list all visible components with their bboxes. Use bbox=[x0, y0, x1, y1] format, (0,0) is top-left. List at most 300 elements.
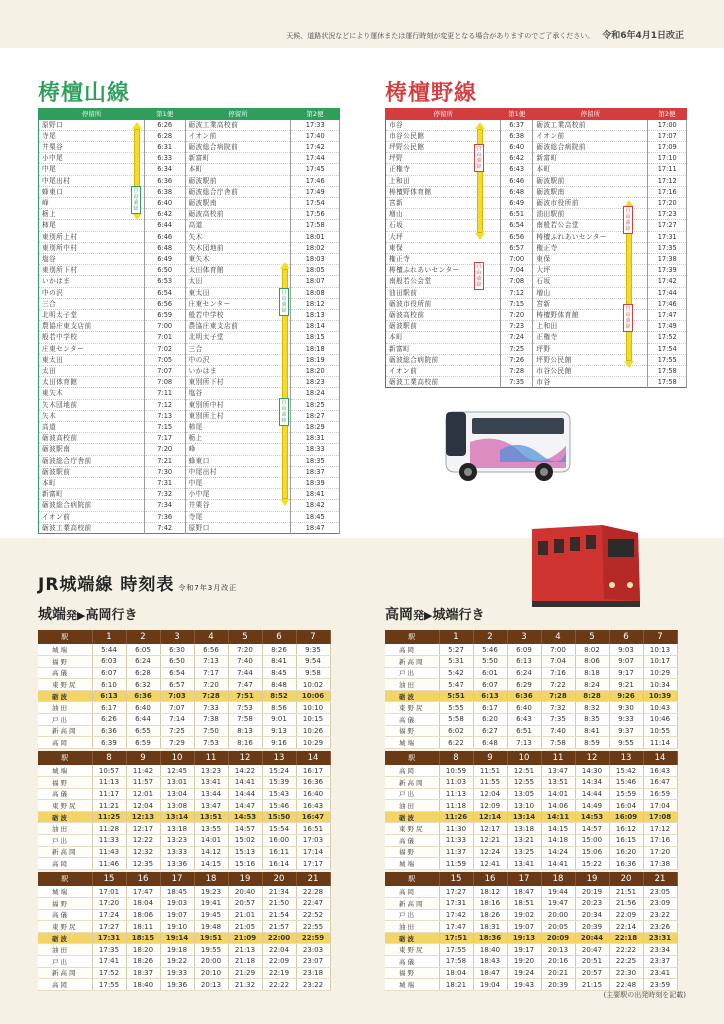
table-row bbox=[39, 265, 340, 276]
train-number: 10 bbox=[507, 751, 541, 765]
train-number: 7 bbox=[643, 630, 677, 644]
departure-time: 12:13 bbox=[126, 811, 160, 823]
departure-time: 8:41 bbox=[575, 725, 609, 737]
departure-time: 23:22 bbox=[643, 909, 677, 921]
departure-time: 13:51 bbox=[541, 777, 575, 789]
departure-time: 7:08 bbox=[501, 276, 533, 287]
train-number: 11 bbox=[541, 751, 575, 765]
departure-time: 15:46 bbox=[609, 777, 643, 789]
station-name: 福野 bbox=[38, 898, 92, 910]
station-row bbox=[38, 898, 330, 910]
departure-time: 6:22 bbox=[439, 737, 473, 749]
departure-time: 10:17 bbox=[643, 656, 677, 668]
departure-time: 7:15 bbox=[501, 298, 533, 309]
stop-name: 矢木 bbox=[39, 410, 145, 421]
train-number: 16 bbox=[126, 872, 160, 886]
stop-name: イオン前 bbox=[386, 365, 501, 376]
departure-time: 7:04 bbox=[501, 265, 533, 276]
departure-time: 17:44 bbox=[291, 153, 340, 164]
departure-time: 14:01 bbox=[541, 788, 575, 800]
departure-time: 6:39 bbox=[92, 737, 126, 749]
departure-time: 5:51 bbox=[439, 690, 473, 702]
departure-time: 6:07 bbox=[92, 667, 126, 679]
departure-time: 21:09 bbox=[228, 932, 262, 944]
departure-time: 18:27 bbox=[291, 410, 340, 421]
stop-name: 中尾出村 bbox=[39, 175, 145, 186]
departure-time: 6:03 bbox=[92, 656, 126, 668]
stop-name: 砺波駅前 bbox=[185, 175, 291, 186]
departure-time: 15:00 bbox=[575, 835, 609, 847]
table-row bbox=[39, 276, 340, 287]
station-row bbox=[38, 714, 330, 726]
stop-name: 市谷 bbox=[533, 377, 648, 388]
departure-time: 9:55 bbox=[609, 737, 643, 749]
train-number: 8 bbox=[92, 751, 126, 765]
stop-name: 本町 bbox=[533, 164, 648, 175]
departure-time: 8:18 bbox=[575, 667, 609, 679]
departure-time: 7:32 bbox=[144, 489, 185, 500]
table-row bbox=[39, 421, 340, 432]
departure-time: 13:41 bbox=[507, 858, 541, 870]
station-row bbox=[385, 846, 677, 858]
departure-time: 18:02 bbox=[291, 242, 340, 253]
departure-time: 7:51 bbox=[228, 690, 262, 702]
departure-time: 17:07 bbox=[648, 130, 687, 141]
departure-time: 11:17 bbox=[92, 788, 126, 800]
station-name: 戸出 bbox=[38, 835, 92, 847]
departure-time: 7:13 bbox=[194, 656, 228, 668]
departure-time: 16:43 bbox=[296, 800, 330, 812]
stop-name: 峰 bbox=[185, 444, 291, 455]
departure-time: 6:28 bbox=[144, 130, 185, 141]
departure-time: 8:56 bbox=[262, 702, 296, 714]
departure-time: 18:11 bbox=[126, 921, 160, 933]
departure-time: 6:49 bbox=[501, 197, 533, 208]
departure-time: 18:23 bbox=[291, 377, 340, 388]
table-header-row bbox=[386, 109, 687, 120]
departure-time: 7:05 bbox=[144, 354, 185, 365]
departure-time: 22:47 bbox=[296, 898, 330, 910]
departure-time: 6:44 bbox=[144, 220, 185, 231]
departure-time: 21:56 bbox=[609, 898, 643, 910]
departure-time: 18:14 bbox=[291, 321, 340, 332]
departure-time: 7:13 bbox=[507, 737, 541, 749]
stop-name: 砺波駅前 bbox=[39, 466, 145, 477]
station-row bbox=[38, 944, 330, 956]
departure-time: 6:53 bbox=[144, 276, 185, 287]
departure-time: 18:37 bbox=[126, 967, 160, 979]
departure-time: 7:21 bbox=[144, 455, 185, 466]
stop-name: 太田 bbox=[185, 276, 291, 287]
departure-time: 13:47 bbox=[194, 800, 228, 812]
departure-time: 7:25 bbox=[501, 343, 533, 354]
column-header: 停留所 bbox=[386, 109, 501, 120]
dir1-to: 高岡行き bbox=[85, 608, 138, 623]
departure-time: 16:47 bbox=[296, 811, 330, 823]
departure-time: 6:54 bbox=[501, 220, 533, 231]
departure-time: 17:38 bbox=[643, 858, 677, 870]
header-notice bbox=[286, 28, 684, 41]
departure-time: 17:31 bbox=[439, 898, 473, 910]
station-row bbox=[385, 898, 677, 910]
station-row bbox=[38, 777, 330, 789]
departure-time: 18:19 bbox=[291, 354, 340, 365]
departure-time: 19:23 bbox=[194, 886, 228, 898]
stop-name: 東別所下村 bbox=[39, 265, 145, 276]
jr-timetable-block bbox=[385, 630, 678, 749]
column-header: 停留所 bbox=[185, 109, 291, 120]
stop-name: 中尾 bbox=[185, 478, 291, 489]
jr-footnote: (主要駅の出発時刻を記載) bbox=[603, 991, 686, 999]
departure-time: 6:13 bbox=[507, 656, 541, 668]
station-name: 高岡 bbox=[385, 644, 439, 656]
departure-time: 7:13 bbox=[144, 410, 185, 421]
station-name: 高儀 bbox=[385, 956, 439, 968]
departure-time: 7:30 bbox=[144, 466, 185, 477]
departure-time: 6:07 bbox=[473, 679, 507, 691]
departure-time: 7:36 bbox=[144, 511, 185, 522]
departure-time: 21:05 bbox=[228, 921, 262, 933]
departure-time: 6:42 bbox=[501, 153, 533, 164]
stop-name: 中の沢 bbox=[185, 354, 291, 365]
table-row bbox=[39, 231, 340, 242]
stop-name: 東別所中村 bbox=[39, 242, 145, 253]
departure-time: 9:35 bbox=[296, 644, 330, 656]
departure-time: 17:40 bbox=[291, 130, 340, 141]
departure-time: 9:26 bbox=[609, 690, 643, 702]
departure-time: 8:16 bbox=[228, 737, 262, 749]
table-row bbox=[39, 242, 340, 253]
table-row bbox=[386, 276, 687, 287]
departure-time: 16:00 bbox=[262, 835, 296, 847]
table-row bbox=[39, 410, 340, 421]
stop-name: 市谷 bbox=[386, 120, 501, 131]
departure-time: 18:15 bbox=[291, 332, 340, 343]
station-row bbox=[38, 788, 330, 800]
departure-time: 17:52 bbox=[92, 967, 126, 979]
departure-time: 7:23 bbox=[501, 321, 533, 332]
departure-time: 17:51 bbox=[439, 932, 473, 944]
departure-time: 18:42 bbox=[291, 500, 340, 511]
stop-name: 中尾出村 bbox=[185, 466, 291, 477]
departure-time: 11:13 bbox=[439, 788, 473, 800]
departure-time: 18:31 bbox=[473, 921, 507, 933]
stop-name: 塩谷 bbox=[39, 253, 145, 264]
stop-name: 増山 bbox=[386, 209, 501, 220]
departure-time: 6:40 bbox=[501, 141, 533, 152]
free-ride-label: 自由乗降 bbox=[474, 262, 484, 290]
stop-name: 梼檀野体育館 bbox=[386, 186, 501, 197]
departure-time: 17:47 bbox=[439, 921, 473, 933]
train-number: 20 bbox=[262, 872, 296, 886]
station-name: 東野尻 bbox=[38, 921, 92, 933]
train-number: 1 bbox=[439, 630, 473, 644]
station-name: 城端 bbox=[38, 644, 92, 656]
table-row bbox=[39, 365, 340, 376]
stop-name: 新富町 bbox=[533, 153, 648, 164]
departure-time: 6:38 bbox=[501, 130, 533, 141]
station-name: 戸出 bbox=[38, 956, 92, 968]
departure-time: 14:15 bbox=[194, 858, 228, 870]
departure-time: 10:10 bbox=[296, 702, 330, 714]
station-row bbox=[385, 944, 677, 956]
departure-time: 18:36 bbox=[473, 932, 507, 944]
station-name: 砺波 bbox=[385, 690, 439, 702]
train-number: 13 bbox=[262, 751, 296, 765]
departure-time: 13:18 bbox=[160, 823, 194, 835]
train-number: 13 bbox=[609, 751, 643, 765]
departure-time: 8:35 bbox=[575, 714, 609, 726]
station-name: 新高岡 bbox=[38, 967, 92, 979]
departure-time: 18:29 bbox=[291, 421, 340, 432]
departure-time: 16:40 bbox=[296, 788, 330, 800]
departure-time: 17:58 bbox=[439, 956, 473, 968]
departure-time: 6:44 bbox=[126, 714, 160, 726]
stop-name: 新富町 bbox=[185, 153, 291, 164]
station-name: 油田 bbox=[385, 679, 439, 691]
departure-time: 7:11 bbox=[144, 388, 185, 399]
departure-time: 16:14 bbox=[262, 858, 296, 870]
departure-time: 18:13 bbox=[291, 309, 340, 320]
departure-time: 10:46 bbox=[643, 714, 677, 726]
station-name: 高岡 bbox=[38, 979, 92, 991]
dir1-suffix: 発▶ bbox=[66, 609, 86, 622]
free-ride-arrow bbox=[475, 122, 485, 240]
departure-time: 14:41 bbox=[541, 858, 575, 870]
departure-time: 6:50 bbox=[160, 656, 194, 668]
table-row bbox=[386, 354, 687, 365]
departure-time: 19:43 bbox=[507, 979, 541, 991]
departure-time: 19:07 bbox=[507, 921, 541, 933]
departure-time: 8:48 bbox=[262, 679, 296, 691]
departure-time: 19:51 bbox=[194, 932, 228, 944]
departure-time: 18:07 bbox=[291, 276, 340, 287]
station-row bbox=[38, 967, 330, 979]
departure-time: 11:55 bbox=[473, 777, 507, 789]
table-row bbox=[39, 287, 340, 298]
departure-time: 7:07 bbox=[160, 702, 194, 714]
train-number: 12 bbox=[575, 751, 609, 765]
jr-revision: 令和7年3月改正 bbox=[178, 584, 238, 592]
departure-time: 6:28 bbox=[126, 667, 160, 679]
departure-time: 14:06 bbox=[541, 800, 575, 812]
stop-name: 大坪 bbox=[533, 265, 648, 276]
departure-time: 17:47 bbox=[126, 886, 160, 898]
departure-time: 5:55 bbox=[439, 702, 473, 714]
stop-name: 井栗谷 bbox=[39, 141, 145, 152]
dir1-from: 城端 bbox=[38, 607, 66, 623]
stop-name: イオン前 bbox=[185, 130, 291, 141]
departure-time: 18:40 bbox=[126, 979, 160, 991]
station-name: 高儀 bbox=[38, 909, 92, 921]
stop-name: 砺波高校前 bbox=[386, 309, 501, 320]
station-name: 油田 bbox=[38, 944, 92, 956]
departure-time: 7:00 bbox=[501, 253, 533, 264]
jr-train-image bbox=[532, 515, 644, 613]
departure-time: 5:50 bbox=[473, 656, 507, 668]
station-row bbox=[385, 765, 677, 777]
stop-name: 新富町 bbox=[39, 489, 145, 500]
departure-time: 17:31 bbox=[648, 231, 687, 242]
table-row bbox=[39, 511, 340, 522]
station-row bbox=[385, 932, 677, 944]
departure-time: 17:33 bbox=[291, 120, 340, 131]
train-number: 4 bbox=[541, 630, 575, 644]
departure-time: 7:20 bbox=[194, 679, 228, 691]
departure-time: 10:13 bbox=[643, 644, 677, 656]
stop-name: 東太田 bbox=[39, 354, 145, 365]
departure-time: 6:13 bbox=[92, 690, 126, 702]
train-number-row bbox=[385, 751, 677, 765]
departure-time: 16:36 bbox=[609, 858, 643, 870]
departure-time: 16:17 bbox=[296, 765, 330, 777]
departure-time: 21:18 bbox=[228, 956, 262, 968]
departure-time: 6:48 bbox=[473, 737, 507, 749]
departure-time: 6:46 bbox=[144, 231, 185, 242]
station-name: 戸出 bbox=[38, 714, 92, 726]
departure-time: 13:08 bbox=[160, 800, 194, 812]
table-row bbox=[386, 365, 687, 376]
stop-name: 砺波総合庁舎前 bbox=[39, 455, 145, 466]
departure-time: 10:34 bbox=[643, 679, 677, 691]
stop-name: 砺波工業高校前 bbox=[39, 522, 145, 533]
departure-time: 6:57 bbox=[160, 679, 194, 691]
departure-time: 18:12 bbox=[291, 298, 340, 309]
station-name: 砺波 bbox=[38, 811, 92, 823]
stop-name: 砺波総合庁舎前 bbox=[185, 186, 291, 197]
station-row bbox=[385, 714, 677, 726]
departure-time: 21:29 bbox=[228, 967, 262, 979]
departure-time: 20:19 bbox=[575, 886, 609, 898]
departure-time: 6:30 bbox=[160, 644, 194, 656]
departure-time: 13:36 bbox=[160, 858, 194, 870]
departure-time: 6:20 bbox=[473, 714, 507, 726]
station-row bbox=[385, 909, 677, 921]
departure-time: 20:13 bbox=[194, 979, 228, 991]
departure-time: 14:24 bbox=[541, 846, 575, 858]
table-row bbox=[39, 444, 340, 455]
stop-name: 上和田 bbox=[533, 321, 648, 332]
departure-time: 22:19 bbox=[262, 967, 296, 979]
station-name: 高岡 bbox=[38, 858, 92, 870]
table-row bbox=[386, 309, 687, 320]
station-name: 戸出 bbox=[385, 788, 439, 800]
departure-time: 10:55 bbox=[643, 725, 677, 737]
departure-time: 20:57 bbox=[228, 898, 262, 910]
departure-time: 9:13 bbox=[262, 725, 296, 737]
jr-title bbox=[38, 570, 237, 595]
departure-time: 17:00 bbox=[648, 120, 687, 131]
train-number: 5 bbox=[228, 630, 262, 644]
departure-time: 18:45 bbox=[160, 886, 194, 898]
departure-time: 20:40 bbox=[228, 886, 262, 898]
departure-time: 13:21 bbox=[507, 835, 541, 847]
departure-time: 13:05 bbox=[507, 788, 541, 800]
notice-text: 天候、道路状況などにより運休または運行時刻が変更となる場合がありますのでご了承ください。 bbox=[286, 32, 595, 40]
departure-time: 6:43 bbox=[507, 714, 541, 726]
table-row bbox=[386, 141, 687, 152]
station-header: 駅 bbox=[385, 630, 439, 644]
departure-time: 11:43 bbox=[92, 846, 126, 858]
departure-time: 7:15 bbox=[144, 421, 185, 432]
train-number: 2 bbox=[473, 630, 507, 644]
departure-time: 17:35 bbox=[92, 944, 126, 956]
station-row bbox=[385, 725, 677, 737]
departure-time: 7:50 bbox=[194, 725, 228, 737]
departure-time: 17:46 bbox=[291, 175, 340, 186]
stop-name: 市谷公民館 bbox=[533, 365, 648, 376]
departure-time: 11:13 bbox=[92, 777, 126, 789]
departure-time: 18:47 bbox=[291, 522, 340, 533]
stop-name: 般若中学校 bbox=[39, 332, 145, 343]
stop-name: 塩谷 bbox=[185, 388, 291, 399]
departure-time: 5:47 bbox=[439, 679, 473, 691]
departure-time: 17:44 bbox=[648, 287, 687, 298]
departure-time: 7:28 bbox=[541, 690, 575, 702]
stop-name: 砺波高校前 bbox=[39, 433, 145, 444]
free-ride-label: 自由乗降 bbox=[279, 398, 289, 426]
departure-time: 19:10 bbox=[160, 921, 194, 933]
station-name: 新高岡 bbox=[38, 846, 92, 858]
departure-time: 7:40 bbox=[541, 725, 575, 737]
table-header-row bbox=[39, 109, 340, 120]
departure-time: 16:36 bbox=[296, 777, 330, 789]
stop-name: 三合 bbox=[185, 343, 291, 354]
departure-time: 6:26 bbox=[92, 714, 126, 726]
departure-time: 7:26 bbox=[501, 354, 533, 365]
departure-time: 16:51 bbox=[296, 823, 330, 835]
departure-time: 20:13 bbox=[541, 944, 575, 956]
station-name: 油田 bbox=[385, 800, 439, 812]
departure-time: 13:10 bbox=[507, 800, 541, 812]
station-row bbox=[38, 725, 330, 737]
jr-title-text: JR城端線 時刻表 bbox=[38, 575, 175, 595]
train-number-row bbox=[385, 630, 677, 644]
train-number: 12 bbox=[228, 751, 262, 765]
departure-time: 8:45 bbox=[262, 667, 296, 679]
station-row bbox=[385, 811, 677, 823]
departure-time: 17:16 bbox=[648, 186, 687, 197]
departure-time: 8:41 bbox=[262, 656, 296, 668]
departure-time: 22:55 bbox=[296, 921, 330, 933]
stop-name: 三合 bbox=[39, 298, 145, 309]
departure-time: 9:16 bbox=[262, 737, 296, 749]
departure-time: 6:59 bbox=[144, 309, 185, 320]
departure-time: 6:34 bbox=[144, 164, 185, 175]
free-ride-label: 自由乗降 bbox=[279, 288, 289, 316]
departure-time: 17:23 bbox=[648, 209, 687, 220]
departure-time: 17:41 bbox=[92, 956, 126, 968]
table-row bbox=[386, 130, 687, 141]
stop-name: 農協庄東支店前 bbox=[185, 321, 291, 332]
jr-timetable-block bbox=[38, 630, 331, 749]
stop-name: 砺波総合病院前 bbox=[39, 500, 145, 511]
departure-time: 23:34 bbox=[643, 944, 677, 956]
table-row bbox=[386, 164, 687, 175]
stop-name: 太田 bbox=[39, 365, 145, 376]
table-row bbox=[39, 321, 340, 332]
table-row bbox=[39, 466, 340, 477]
departure-time: 17:39 bbox=[648, 265, 687, 276]
departure-time: 9:58 bbox=[296, 667, 330, 679]
departure-time: 6:55 bbox=[126, 725, 160, 737]
departure-time: 22:48 bbox=[609, 979, 643, 991]
departure-time: 11:59 bbox=[439, 858, 473, 870]
departure-time: 19:20 bbox=[507, 956, 541, 968]
departure-time: 13:47 bbox=[541, 765, 575, 777]
station-row bbox=[385, 667, 677, 679]
station-name: 新高岡 bbox=[38, 725, 92, 737]
